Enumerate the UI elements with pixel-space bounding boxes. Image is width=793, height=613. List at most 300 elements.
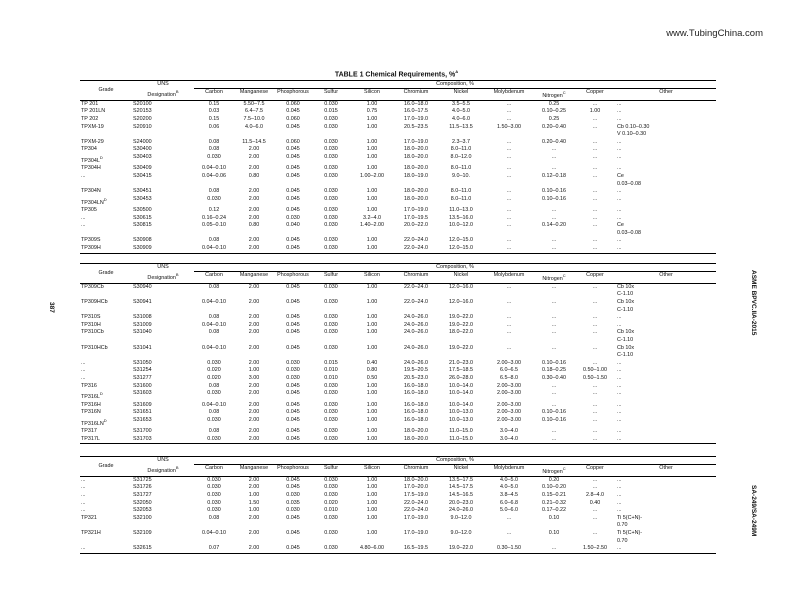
cell-other: ... — [617, 499, 622, 506]
cell-phosphorous: 0.045 — [286, 146, 300, 153]
cell-nickel: 12.0–16.0 — [449, 283, 473, 290]
cell-other: ... — [617, 195, 622, 202]
cell-nickel: 8.0–11.0 — [450, 188, 472, 195]
cell-manganese: 2.00 — [248, 283, 260, 290]
cell-uns — [132, 230, 194, 238]
cell-other: ... — [617, 214, 622, 221]
table-row — [80, 314, 716, 322]
cell-other: ... — [617, 507, 622, 514]
cell-nickel: 11.0–13.0 — [449, 207, 473, 214]
cell-nickel: 12.0–16.0 — [449, 298, 473, 305]
cell-uns — [132, 538, 194, 546]
cell-phosphorous: 0.045 — [286, 344, 300, 351]
cell-copper: ... — [592, 153, 598, 160]
cell-copper: ... — [592, 283, 598, 290]
cell-copper: ... — [574, 245, 616, 253]
cell-uns: S32050 — [133, 499, 152, 506]
cell-manganese: 2.00 — [248, 207, 260, 214]
col-copper: Copper — [574, 465, 616, 477]
cell-sulfur: 0.030 — [324, 115, 338, 122]
table-row — [80, 139, 716, 147]
cell-phosphorous: 0.030 — [286, 214, 300, 221]
cell-silicon: 1.00 — [366, 529, 378, 536]
cell-silicon: 1.00 — [366, 314, 378, 321]
table-row — [80, 188, 716, 196]
cell-copper: ... — [592, 138, 598, 145]
cell-nickel — [438, 337, 484, 345]
cell-molybdenum — [484, 307, 534, 315]
cell-carbon: 0.04–0.10 — [194, 245, 234, 253]
cell-sulfur: 0.030 — [324, 514, 338, 521]
cell-other: ... — [617, 115, 622, 122]
cell-molybdenum: ... — [506, 321, 512, 328]
cell-nitrogen: ... — [551, 153, 557, 160]
cell-nickel — [438, 230, 484, 238]
cell-silicon: 1.00 — [366, 237, 378, 244]
cell-sulfur: 0.030 — [312, 545, 350, 553]
cell-silicon: 1.00 — [366, 115, 378, 122]
cell-copper: ... — [592, 207, 598, 214]
col-phosphorous: Phosphorous — [274, 465, 312, 477]
cell-carbon: 0.16–0.24 — [202, 214, 226, 221]
cell-nickel — [438, 131, 484, 139]
cell-nickel: 4.0–5.0 — [452, 108, 470, 115]
cell-uns: S32109 — [133, 529, 152, 536]
cell-manganese — [234, 307, 274, 315]
cell-nickel: 3.5–5.5 — [452, 100, 470, 107]
cell-grade: ... — [81, 491, 86, 498]
cell-copper: ... — [592, 115, 598, 122]
cell-phosphorous — [274, 522, 312, 530]
cell-manganese — [234, 522, 274, 530]
cell-other: Ce — [617, 222, 624, 229]
cell-sulfur — [312, 307, 350, 315]
cell-copper: ... — [592, 298, 598, 305]
col-copper: Copper — [574, 272, 616, 284]
cell-copper — [574, 352, 616, 360]
cell-chromium: 18.0–20.0 — [394, 436, 438, 444]
cell-uns — [132, 307, 194, 315]
note-d: D — [103, 196, 107, 202]
cell-carbon: 0.04–0.10 — [202, 298, 226, 305]
cell-manganese: 0.80 — [248, 172, 260, 179]
cell-molybdenum — [484, 522, 534, 530]
cell-other: V 0.10–0.30 — [617, 131, 647, 138]
cell-chromium — [394, 291, 438, 299]
running-head: ASME BPVC.IIA-2015 — [750, 270, 757, 336]
cell-copper: ... — [592, 100, 598, 107]
cell-manganese: 2.00 — [248, 314, 260, 321]
table-row — [80, 329, 716, 337]
cell-other: Cb 10x — [617, 329, 635, 336]
cell-phosphorous: 0.045 — [286, 283, 300, 290]
cell-molybdenum: 4.0–5.0 — [500, 484, 518, 491]
cell-molybdenum: 6.0–6.5 — [500, 367, 518, 374]
cell-molybdenum: 6.0–6.8 — [500, 499, 518, 506]
cell-other: Cb 10x — [617, 298, 635, 305]
cell-silicon — [350, 230, 394, 238]
cell-silicon: 0.50 — [366, 374, 378, 381]
cell-uns — [132, 337, 194, 345]
cell-chromium: 22.0–24.0 — [404, 298, 428, 305]
cell-manganese: 2.00 — [234, 545, 274, 553]
designation-label: Designation — [147, 274, 176, 281]
cell-other: C-1.10 — [617, 336, 634, 343]
cell-grade — [80, 181, 132, 189]
table-row — [80, 299, 716, 307]
cell-chromium: 18.0–19.0 — [404, 172, 428, 179]
cell-nickel: 17.5–18.5 — [449, 367, 473, 374]
cell-molybdenum: ... — [506, 329, 512, 336]
cell-manganese: 2.00 — [248, 329, 260, 336]
col-other: Other — [616, 465, 716, 477]
table-row — [80, 530, 716, 538]
cell-nickel: 9.0–12.0 — [450, 529, 472, 536]
cell-silicon: 1.00 — [366, 401, 378, 408]
cell-copper — [574, 230, 616, 238]
cell-grade: TP304H — [81, 165, 101, 172]
cell-uns: S24000 — [133, 138, 152, 145]
cell-silicon: 0.80 — [366, 367, 378, 374]
cell-copper: ... — [592, 172, 598, 179]
cell-silicon: 1.00 — [366, 499, 378, 506]
cell-molybdenum: 2.00–3.00 — [497, 409, 521, 416]
cell-phosphorous — [274, 181, 312, 189]
cell-manganese: 2.00 — [248, 476, 260, 483]
cell-carbon: 0.08 — [208, 188, 220, 195]
cell-copper: ... — [592, 165, 598, 172]
cell-uns: S30615 — [133, 214, 152, 221]
cell-grade: TPXM-29 — [81, 138, 104, 145]
cell-grade — [80, 337, 132, 345]
table-row — [80, 383, 716, 391]
cell-chromium: 22.0–24.0 — [404, 499, 428, 506]
cell-uns: S32053 — [133, 507, 152, 514]
cell-grade: TP316 — [81, 382, 97, 389]
cell-silicon — [350, 352, 394, 360]
cell-carbon — [194, 307, 234, 315]
cell-sulfur: 0.030 — [324, 390, 338, 397]
cell-nickel: 11.0–15.0 — [438, 436, 484, 444]
cell-molybdenum: 6.5–8.0 — [500, 374, 518, 381]
cell-manganese: 2.00 — [248, 153, 260, 160]
table-row — [80, 522, 716, 530]
cell-chromium — [394, 522, 438, 530]
cell-sulfur: 0.015 — [324, 108, 338, 115]
uns-label: UNS — [157, 457, 169, 463]
table-row — [80, 108, 716, 116]
cell-molybdenum: 3.0–4.0 — [484, 436, 534, 444]
cell-molybdenum: ... — [484, 245, 534, 253]
cell-silicon: 1.00–2.00 — [360, 172, 384, 179]
cell-nitrogen: ... — [551, 207, 557, 214]
cell-phosphorous: 0.060 — [286, 138, 300, 145]
cell-nitrogen — [534, 307, 574, 315]
cell-phosphorous: 0.045 — [286, 428, 300, 435]
cell-chromium: 18.0–20.0 — [404, 153, 428, 160]
cell-copper: ... — [592, 188, 598, 195]
cell-molybdenum: 1.50–3.00 — [497, 123, 521, 130]
table-row — [80, 207, 716, 215]
cell-molybdenum — [484, 230, 534, 238]
cell-molybdenum: ... — [506, 165, 512, 172]
cell-sulfur: 0.030 — [324, 314, 338, 321]
cell-sulfur: 0.030 — [324, 529, 338, 536]
cell-manganese: 2.00 — [248, 298, 260, 305]
cell-grade: TP309Cb — [81, 283, 104, 290]
cell-manganese: 2.00 — [248, 409, 260, 416]
cell-phosphorous — [274, 352, 312, 360]
table-row — [80, 345, 716, 353]
cell-nitrogen: 0.18–0.25 — [542, 367, 566, 374]
cell-other: ... — [616, 436, 716, 444]
cell-molybdenum: ... — [506, 207, 512, 214]
cell-silicon: 1.00 — [366, 491, 378, 498]
cell-grade: TP309S — [81, 237, 101, 244]
cell-phosphorous: 0.045 — [286, 188, 300, 195]
cell-carbon — [194, 131, 234, 139]
cell-silicon: 1.00 — [366, 153, 378, 160]
cell-phosphorous: 0.045 — [286, 123, 300, 130]
cell-sulfur: 0.030 — [324, 195, 338, 202]
cell-grade: ... — [81, 484, 86, 491]
cell-molybdenum — [484, 538, 534, 546]
cell-chromium: 24.0–26.0 — [404, 359, 428, 366]
cell-phosphorous: 0.040 — [286, 222, 300, 229]
cell-manganese — [234, 230, 274, 238]
cell-grade: ... — [80, 545, 132, 553]
cell-sulfur: 0.030 — [312, 245, 350, 253]
cell-molybdenum: 0.30–1.50 — [484, 545, 534, 553]
col-molybdenum: Molybdenum — [484, 465, 534, 477]
cell-sulfur: 0.030 — [324, 329, 338, 336]
cell-molybdenum: 3.0–4.0 — [500, 428, 518, 435]
cell-carbon: 0.15 — [208, 115, 220, 122]
cell-grade — [80, 307, 132, 315]
cell-manganese: 2.00 — [248, 359, 260, 366]
cell-copper: ... — [592, 390, 598, 397]
cell-uns: S30500 — [133, 207, 152, 214]
cell-carbon: 0.04–0.10 — [202, 529, 226, 536]
cell-manganese: 2.00 — [248, 237, 260, 244]
cell-silicon: 1.00 — [366, 329, 378, 336]
cell-carbon — [194, 337, 234, 345]
cell-other: ... — [617, 484, 622, 491]
cell-molybdenum: ... — [506, 153, 512, 160]
cell-uns: S30415 — [133, 172, 152, 179]
cell-grade: TP310H — [81, 321, 101, 328]
table-row — [80, 237, 716, 245]
cell-molybdenum — [484, 131, 534, 139]
cell-uns — [132, 181, 194, 189]
cell-manganese: 2.00 — [248, 390, 260, 397]
col-carbon: Carbon — [194, 89, 234, 101]
cell-uns: S30940 — [133, 283, 152, 290]
chem-table-3 — [80, 456, 716, 554]
table-row — [80, 352, 716, 360]
cell-other: ... — [617, 100, 622, 107]
cell-manganese: 0.80 — [248, 222, 260, 229]
cell-nitrogen: 0.21–0.32 — [542, 499, 566, 506]
cell-manganese: 2.00 — [248, 428, 260, 435]
col-carbon: Carbon — [194, 465, 234, 477]
col-nickel: Nickel — [438, 272, 484, 284]
table-row — [80, 181, 716, 189]
cell-carbon: 0.07 — [194, 545, 234, 553]
cell-silicon: 1.00 — [366, 476, 378, 483]
cell-sulfur — [312, 181, 350, 189]
cell-sulfur: 0.030 — [324, 188, 338, 195]
cell-nickel: 8.0–11.0 — [450, 146, 472, 153]
cell-uns: S30403 — [133, 153, 152, 160]
cell-manganese: 7.5–10.0 — [243, 115, 265, 122]
cell-carbon: 0.08 — [208, 382, 220, 389]
cell-molybdenum: ... — [506, 195, 512, 202]
cell-nickel: 9.0–12.0 — [450, 514, 472, 521]
cell-nitrogen: ... — [551, 344, 557, 351]
table-row — [80, 428, 716, 436]
cell-grade: TP 201LN — [81, 108, 106, 115]
cell-copper: ... — [592, 476, 598, 483]
cell-nickel: 10.0–13.0 — [449, 416, 473, 423]
table-row — [80, 492, 716, 500]
cell-chromium — [394, 538, 438, 546]
cell-chromium: 16.5–19.5 — [394, 545, 438, 553]
cell-manganese: 2.00 — [248, 529, 260, 536]
cell-phosphorous: 0.045 — [274, 545, 312, 553]
cell-sulfur — [312, 291, 350, 299]
cell-carbon: 0.030 — [207, 507, 221, 514]
table-row — [80, 291, 716, 299]
table-row — [80, 367, 716, 375]
table-row — [80, 436, 716, 444]
cell-other: ... — [617, 374, 622, 381]
cell-silicon: 1.00 — [366, 428, 378, 435]
cell-manganese: 6.4–7.5 — [245, 108, 263, 115]
note-c: C — [562, 466, 566, 471]
cell-other: ... — [616, 245, 716, 253]
cell-molybdenum: ... — [506, 237, 512, 244]
cell-sulfur: 0.030 — [324, 298, 338, 305]
cell-phosphorous — [274, 337, 312, 345]
cell-other: 0.03–0.08 — [617, 229, 641, 236]
col-composition: Composition, % — [194, 457, 716, 465]
cell-copper — [574, 307, 616, 315]
cell-carbon: 0.08 — [208, 314, 220, 321]
cell-carbon: 0.04–0.10 — [202, 165, 226, 172]
cell-molybdenum: ... — [506, 214, 512, 221]
cell-molybdenum: ... — [506, 514, 512, 521]
cell-uns: S31277 — [133, 374, 152, 381]
cell-nitrogen: ... — [551, 283, 557, 290]
cell-grade: TP 202 — [81, 115, 99, 122]
col-sulfur: Sulfur — [312, 465, 350, 477]
cell-sulfur — [312, 352, 350, 360]
cell-nickel: 11.0–15.0 — [449, 428, 473, 435]
cell-carbon: 0.04–0.06 — [202, 172, 226, 179]
cell-carbon: 0.08 — [208, 409, 220, 416]
cell-other: ... — [617, 108, 622, 115]
cell-uns: S31727 — [133, 491, 152, 498]
cell-chromium: 16.0–18.0 — [404, 409, 428, 416]
cell-chromium: 24.0–26.0 — [404, 321, 428, 328]
table-row — [80, 116, 716, 124]
cell-grade: TP310S — [81, 314, 101, 321]
cell-copper — [574, 131, 616, 139]
cell-chromium — [394, 131, 438, 139]
cell-silicon — [350, 291, 394, 299]
cell-nitrogen: 0.10–0.16 — [542, 188, 566, 195]
cell-other: ... — [617, 207, 622, 214]
cell-chromium: 16.0–18.0 — [404, 100, 428, 107]
cell-carbon: 0.030 — [207, 153, 221, 160]
cell-molybdenum: ... — [506, 138, 512, 145]
cell-copper: ... — [592, 401, 598, 408]
cell-chromium: 18.0–20.0 — [404, 188, 428, 195]
cell-manganese: 2.00 — [248, 344, 260, 351]
cell-grade: ... — [81, 172, 86, 179]
cell-copper: ... — [592, 195, 598, 202]
cell-sulfur — [312, 538, 350, 546]
cell-grade: ... — [81, 214, 86, 221]
cell-copper: ... — [592, 237, 598, 244]
cell-other: 0.70 — [617, 537, 628, 544]
cell-nitrogen — [534, 538, 574, 546]
cell-chromium: 16.0–17.5 — [404, 108, 428, 115]
cell-grade: TP305 — [81, 207, 97, 214]
cell-chromium: 16.0–18.0 — [404, 416, 428, 423]
cell-manganese: 2.00 — [248, 195, 260, 202]
cell-nitrogen: ... — [551, 321, 557, 328]
cell-nitrogen: 0.14–0.20 — [542, 222, 566, 229]
col-grade: Grade — [80, 81, 132, 101]
cell-other: ... — [617, 409, 622, 416]
cell-other: ... — [617, 138, 622, 145]
cell-grade: ... — [81, 367, 86, 374]
cell-nickel: 10.0–14.0 — [449, 390, 473, 397]
cell-chromium: 18.0–20.0 — [404, 195, 428, 202]
cell-phosphorous: 0.045 — [286, 329, 300, 336]
cell-nitrogen — [534, 230, 574, 238]
table-row — [80, 307, 716, 315]
cell-nickel — [438, 352, 484, 360]
cell-other: ... — [617, 367, 622, 374]
cell-uns: S30453 — [133, 195, 152, 202]
cell-chromium — [394, 352, 438, 360]
col-other: Other — [616, 272, 716, 284]
cell-carbon: 0.020 — [207, 367, 221, 374]
cell-manganese: 2.00 — [248, 514, 260, 521]
cell-nickel: 8.0–12.0 — [450, 153, 472, 160]
cell-carbon: 0.08 — [208, 237, 220, 244]
cell-carbon: 0.030 — [194, 436, 234, 444]
cell-sulfur: 0.030 — [324, 283, 338, 290]
col-manganese: Manganese — [234, 272, 274, 284]
cell-other: C-1.10 — [617, 291, 634, 298]
cell-nickel: 19.0–22.0 — [449, 321, 473, 328]
col-composition: Composition, % — [194, 81, 716, 89]
cell-grade: TP304N — [81, 188, 101, 195]
site-watermark[interactable]: www.TubingChina.com — [666, 28, 763, 39]
cell-phosphorous — [274, 291, 312, 299]
cell-copper — [574, 337, 616, 345]
cell-carbon: 0.030 — [207, 195, 221, 202]
cell-grade: TP317L — [80, 436, 132, 444]
cell-molybdenum: 2.00–3.00 — [497, 359, 521, 366]
cell-silicon: 1.00 — [366, 123, 378, 130]
cell-molybdenum: ... — [506, 146, 512, 153]
cell-nitrogen — [534, 131, 574, 139]
